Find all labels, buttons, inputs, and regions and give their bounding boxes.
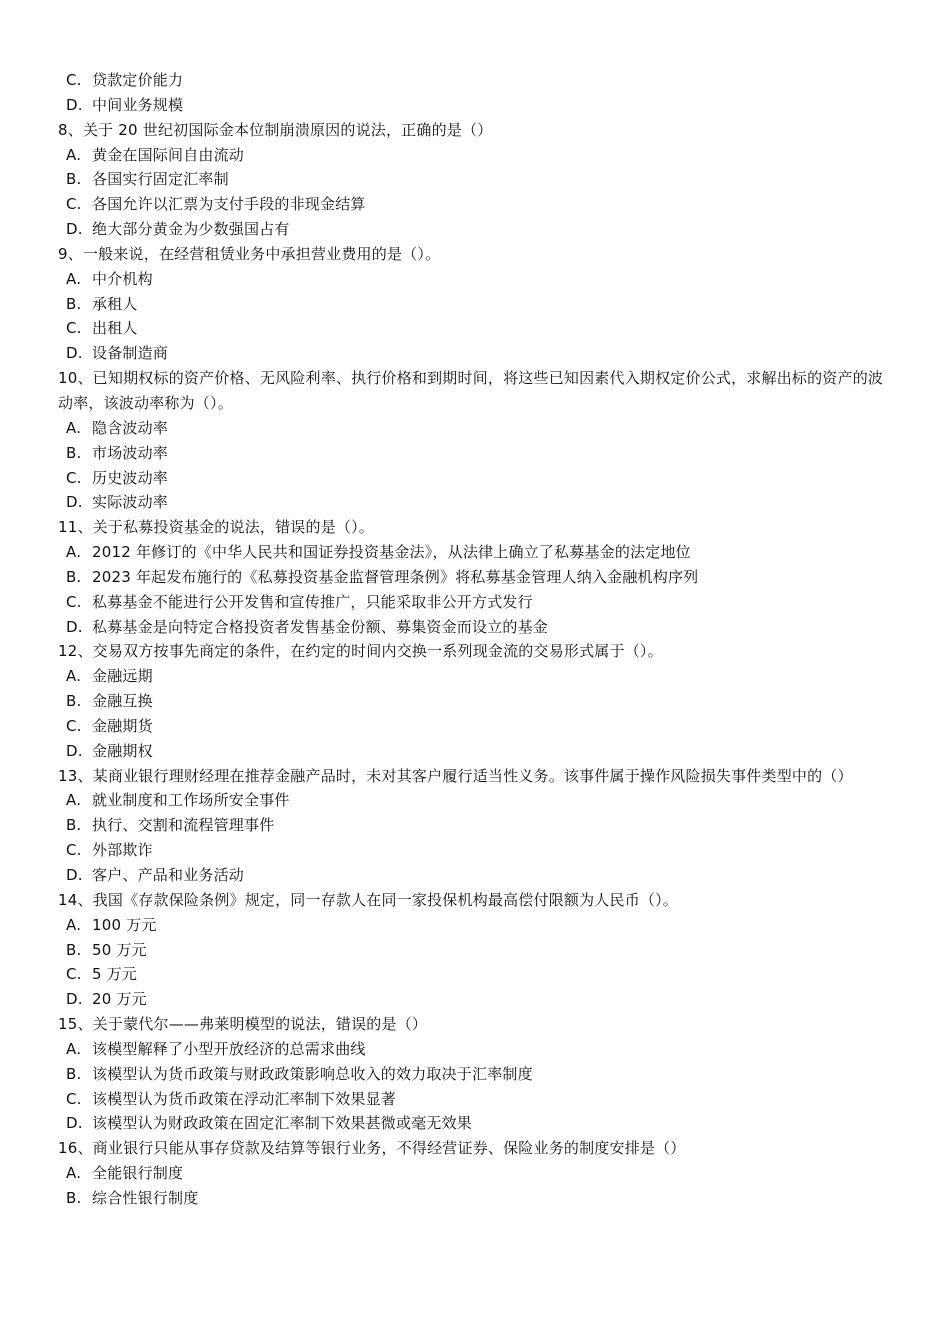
option-label: C. bbox=[66, 195, 82, 214]
option-line bbox=[0, 987, 950, 1012]
question-stem-9: 9、一般来说，在经营租赁业务中承担营业费用的是（）。 bbox=[58, 244, 441, 263]
option-label: A. bbox=[66, 145, 82, 164]
option-line bbox=[0, 93, 950, 118]
option-label: B. bbox=[66, 816, 82, 835]
option-text: 金融互换 bbox=[92, 692, 153, 711]
option-text: 各国允许以汇票为支付手段的非现金结算 bbox=[92, 195, 366, 214]
option-line bbox=[0, 1186, 950, 1211]
option-line bbox=[0, 540, 950, 565]
option-line bbox=[0, 192, 950, 217]
option-label: D. bbox=[66, 741, 83, 760]
option-text: 该模型解释了小型开放经济的总需求曲线 bbox=[92, 1039, 366, 1058]
option-text: 贷款定价能力 bbox=[92, 71, 184, 89]
option-label: D. bbox=[66, 344, 83, 363]
option-line bbox=[0, 267, 950, 292]
option-line bbox=[0, 441, 950, 466]
question-stem-10: 10、已知期权标的资产价格、无风险利率、执行价格和到期时间，将这些已知因素代入期权定价公式，求解出标的资产的波动率，该波动率称为（）。 bbox=[58, 369, 884, 412]
question-stem-16: 16、商业银行只能从事存贷款及结算等银行业务，不得经营证券、保险业务的制度安排是（） bbox=[58, 1139, 686, 1158]
option-label: C. bbox=[66, 1089, 82, 1108]
question-stem-8: 8、关于 20 世纪初国际金本位制崩溃原因的说法，正确的是（） bbox=[58, 120, 493, 139]
option-line bbox=[0, 714, 950, 739]
option-line bbox=[0, 565, 950, 590]
option-label: D. bbox=[66, 866, 83, 884]
question-stem-14: 14、我国《存款保险条例》规定，同一存款人在同一家投保机构最高偿付限额为人民币（）。 bbox=[58, 890, 678, 909]
option-line bbox=[0, 788, 950, 813]
option-line bbox=[0, 1087, 950, 1112]
option-label: C. bbox=[66, 592, 82, 611]
option-line bbox=[0, 490, 950, 515]
option-text: 私募基金是向特定合格投资者发售基金份额、募集资金而设立的基金 bbox=[92, 617, 549, 636]
option-label: D. bbox=[66, 617, 83, 636]
option-line bbox=[0, 1111, 950, 1136]
option-text: 承租人 bbox=[92, 294, 138, 313]
option-line bbox=[0, 664, 950, 689]
option-label: C. bbox=[66, 716, 82, 735]
option-label: B. bbox=[66, 1064, 82, 1083]
option-label: C. bbox=[66, 319, 82, 338]
option-text: 中间业务规模 bbox=[92, 95, 184, 114]
option-label: D. bbox=[66, 220, 83, 239]
option-line bbox=[0, 316, 950, 341]
option-text: 50 万元 bbox=[92, 940, 147, 959]
option-label: D. bbox=[66, 1114, 83, 1133]
option-label: C. bbox=[66, 965, 82, 984]
option-label: C. bbox=[66, 841, 82, 860]
document-page bbox=[0, 68, 950, 1211]
option-line bbox=[0, 739, 950, 764]
option-line bbox=[0, 167, 950, 192]
option-label: D. bbox=[66, 493, 83, 512]
option-text: 市场波动率 bbox=[92, 443, 169, 462]
option-label: D. bbox=[66, 990, 83, 1009]
option-line bbox=[0, 143, 950, 168]
option-text: 就业制度和工作场所安全事件 bbox=[92, 791, 290, 810]
option-line bbox=[0, 962, 950, 987]
option-line bbox=[0, 838, 950, 863]
option-label: A. bbox=[66, 791, 82, 810]
option-text: 隐含波动率 bbox=[92, 418, 169, 437]
option-text: 20 万元 bbox=[92, 990, 147, 1009]
question-stem-13: 13、某商业银行理财经理在推荐金融产品时，未对其客户履行适当性义务。该事件属于操作风险损失事件类型中的（） bbox=[58, 766, 853, 785]
option-text: 2023 年起发布施行的《私募投资基金监督管理条例》将私募基金管理人纳入金融机构序列 bbox=[92, 567, 699, 586]
option-text: 全能银行制度 bbox=[92, 1164, 184, 1183]
option-text: 5 万元 bbox=[92, 965, 138, 984]
option-text: 出租人 bbox=[92, 319, 138, 338]
option-line bbox=[0, 1062, 950, 1087]
option-label: B. bbox=[66, 567, 82, 586]
question-stem-12: 12、交易双方按事先商定的条件，在约定的时间内交换一系列现金流的交易形式属于（）。 bbox=[58, 642, 663, 661]
option-label: A. bbox=[66, 1039, 82, 1058]
option-line bbox=[0, 590, 950, 615]
option-line bbox=[0, 1037, 950, 1062]
option-text: 100 万元 bbox=[92, 915, 157, 934]
option-text: 黄金在国际间自由流动 bbox=[92, 145, 245, 164]
option-line bbox=[0, 466, 950, 491]
option-line bbox=[0, 341, 950, 366]
option-label: C. bbox=[66, 468, 82, 487]
option-line bbox=[0, 217, 950, 242]
option-line bbox=[0, 913, 950, 938]
option-label: B. bbox=[66, 1188, 82, 1207]
option-label: A. bbox=[66, 269, 82, 288]
option-label: C. bbox=[66, 71, 82, 89]
option-line bbox=[0, 813, 950, 838]
option-text: 金融远期 bbox=[92, 667, 153, 686]
option-line bbox=[0, 1161, 950, 1186]
option-label: B. bbox=[66, 940, 82, 959]
option-text: 金融期货 bbox=[92, 716, 153, 735]
option-line bbox=[0, 863, 950, 888]
option-text: 2012 年修订的《中华人民共和国证券投资基金法》，从法律上确立了私募基金的法定地位 bbox=[92, 543, 691, 562]
question-stem-15: 15、关于蒙代尔——弗莱明模型的说法，错误的是（） bbox=[58, 1015, 428, 1034]
option-text: 客户、产品和业务活动 bbox=[92, 866, 245, 884]
option-label: A. bbox=[66, 543, 82, 562]
option-label: A. bbox=[66, 1164, 82, 1183]
option-label: A. bbox=[66, 418, 82, 437]
option-line bbox=[0, 689, 950, 714]
option-text: 历史波动率 bbox=[92, 468, 169, 487]
option-line bbox=[0, 292, 950, 317]
option-text: 各国实行固定汇率制 bbox=[92, 170, 229, 189]
option-label: B. bbox=[66, 170, 82, 189]
option-text: 中介机构 bbox=[92, 269, 153, 288]
question-stem-11: 11、关于私募投资基金的说法，错误的是（）。 bbox=[58, 518, 374, 537]
option-text: 实际波动率 bbox=[92, 493, 169, 512]
option-line bbox=[0, 615, 950, 640]
option-text: 该模型认为财政政策在固定汇率制下效果甚微或毫无效果 bbox=[92, 1114, 473, 1133]
option-label: B. bbox=[66, 692, 82, 711]
option-text: 金融期权 bbox=[92, 741, 153, 760]
option-text: 综合性银行制度 bbox=[92, 1188, 199, 1207]
option-text: 绝大部分黄金为少数强国占有 bbox=[92, 220, 290, 239]
option-label: D. bbox=[66, 95, 83, 114]
option-text: 执行、交割和流程管理事件 bbox=[92, 816, 275, 835]
option-label: A. bbox=[66, 915, 82, 934]
option-label: A. bbox=[66, 667, 82, 686]
option-label: B. bbox=[66, 294, 82, 313]
option-text: 该模型认为货币政策与财政政策影响总收入的效力取决于汇率制度 bbox=[92, 1064, 533, 1083]
option-line bbox=[0, 68, 950, 93]
option-text: 私募基金不能进行公开发售和宣传推广，只能采取非公开方式发行 bbox=[92, 592, 533, 611]
option-line bbox=[0, 938, 950, 963]
option-text: 外部欺诈 bbox=[92, 841, 153, 860]
option-label: B. bbox=[66, 443, 82, 462]
option-text: 该模型认为货币政策在浮动汇率制下效果显著 bbox=[92, 1089, 397, 1108]
option-line bbox=[0, 416, 950, 441]
option-text: 设备制造商 bbox=[92, 344, 169, 363]
